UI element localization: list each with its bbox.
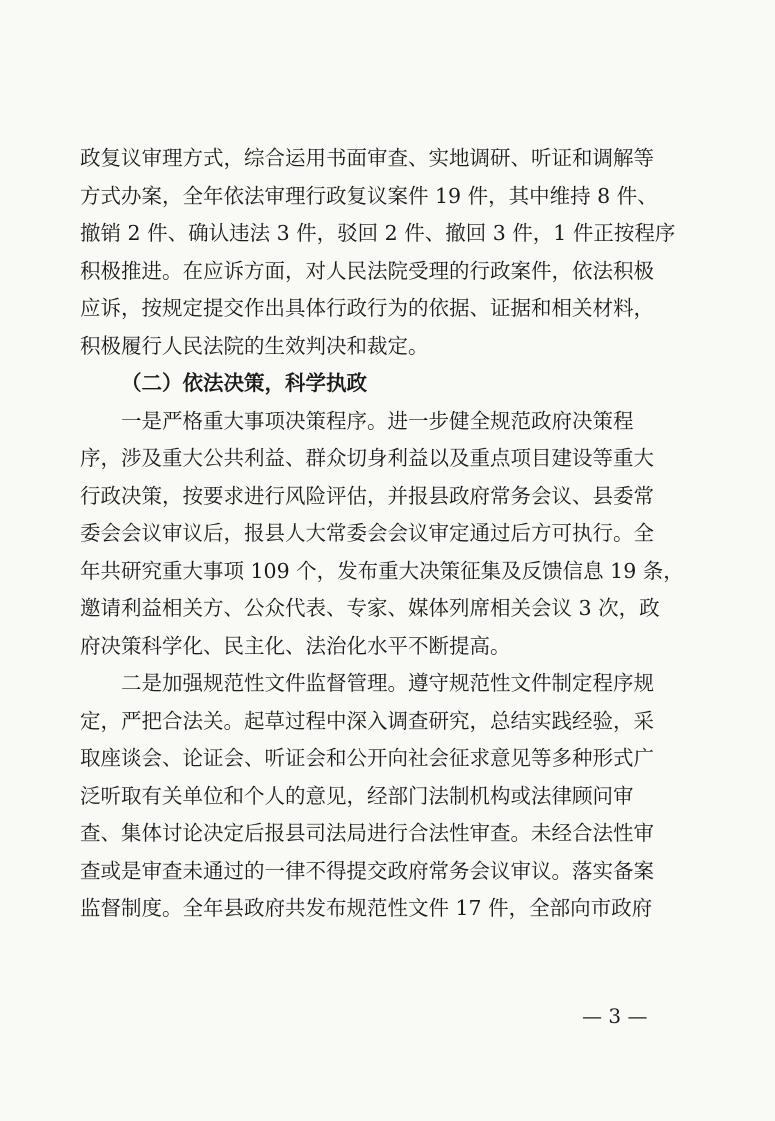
text-line: 一是严格重大事项决策程序。进一步健全规范政府决策程 bbox=[121, 408, 634, 433]
document-body bbox=[80, 140, 696, 928]
text-line: 府决策科学化、民主化、法治化水平不断提高。 bbox=[80, 633, 511, 658]
text-line: 政复议审理方式，综合运用书面审查、实地调研、听证和调解等 bbox=[80, 146, 654, 170]
text-line: 积极履行人民法院的生效判决和裁定。 bbox=[80, 333, 429, 358]
text-line: 委会会议审议后，报县人大常委会会议审定通过后方可执行。全 bbox=[80, 521, 654, 545]
text-line: 监督制度。全年县政府共发布规范性文件 17 件，全部向市政府 bbox=[80, 896, 653, 920]
text-line: 年共研究重大事项 109 个，发布重大决策征集及反馈信息 19 条， bbox=[80, 558, 684, 583]
text-line: 积极推进。在应诉方面，对人民法院受理的行政案件，依法积极 bbox=[80, 258, 654, 283]
text-line: 泛听取有关单位和个人的意见，经部门法制机构或法律顾问审 bbox=[80, 783, 634, 808]
text-line: 方式办案，全年依法审理行政复议案件 19 件，其中维持 8 件、 bbox=[80, 183, 658, 208]
text-line: 定，严把合法关。起草过程中深入调查研究，总结实践经验，采 bbox=[80, 708, 654, 733]
text-line: 邀请利益相关方、公众代表、专家、媒体列席相关会议 3 次，政 bbox=[80, 596, 660, 620]
section-heading: （二）依法决策，科学执政 bbox=[121, 371, 367, 395]
text-line: 应诉，按规定提交作出具体行政行为的依据、证据和相关材料， bbox=[80, 296, 654, 320]
text-line: 序，涉及重大公共利益、群众切身利益以及重点项目建设等重大 bbox=[80, 446, 654, 470]
page-number: — 3 — bbox=[582, 1004, 648, 1028]
text-line: 查或是审查未通过的一律不得提交政府常务会议审议。落实备案 bbox=[80, 858, 654, 883]
text-line: 取座谈会、论证会、听证会和公开向社会征求意见等多种形式广 bbox=[80, 746, 654, 770]
text-line: 行政决策，按要求进行风险评估，并报县政府常务会议、县委常 bbox=[80, 483, 654, 508]
text-line: 撤销 2 件、确认违法 3 件，驳回 2 件、撤回 3 件，1 件正按程序 bbox=[80, 221, 676, 245]
text-line: 二是加强规范性文件监督管理。遵守规范性文件制定程序规 bbox=[121, 671, 654, 695]
text-line: 查、集体讨论决定后报县司法局进行合法性审查。未经合法性审 bbox=[80, 821, 654, 845]
